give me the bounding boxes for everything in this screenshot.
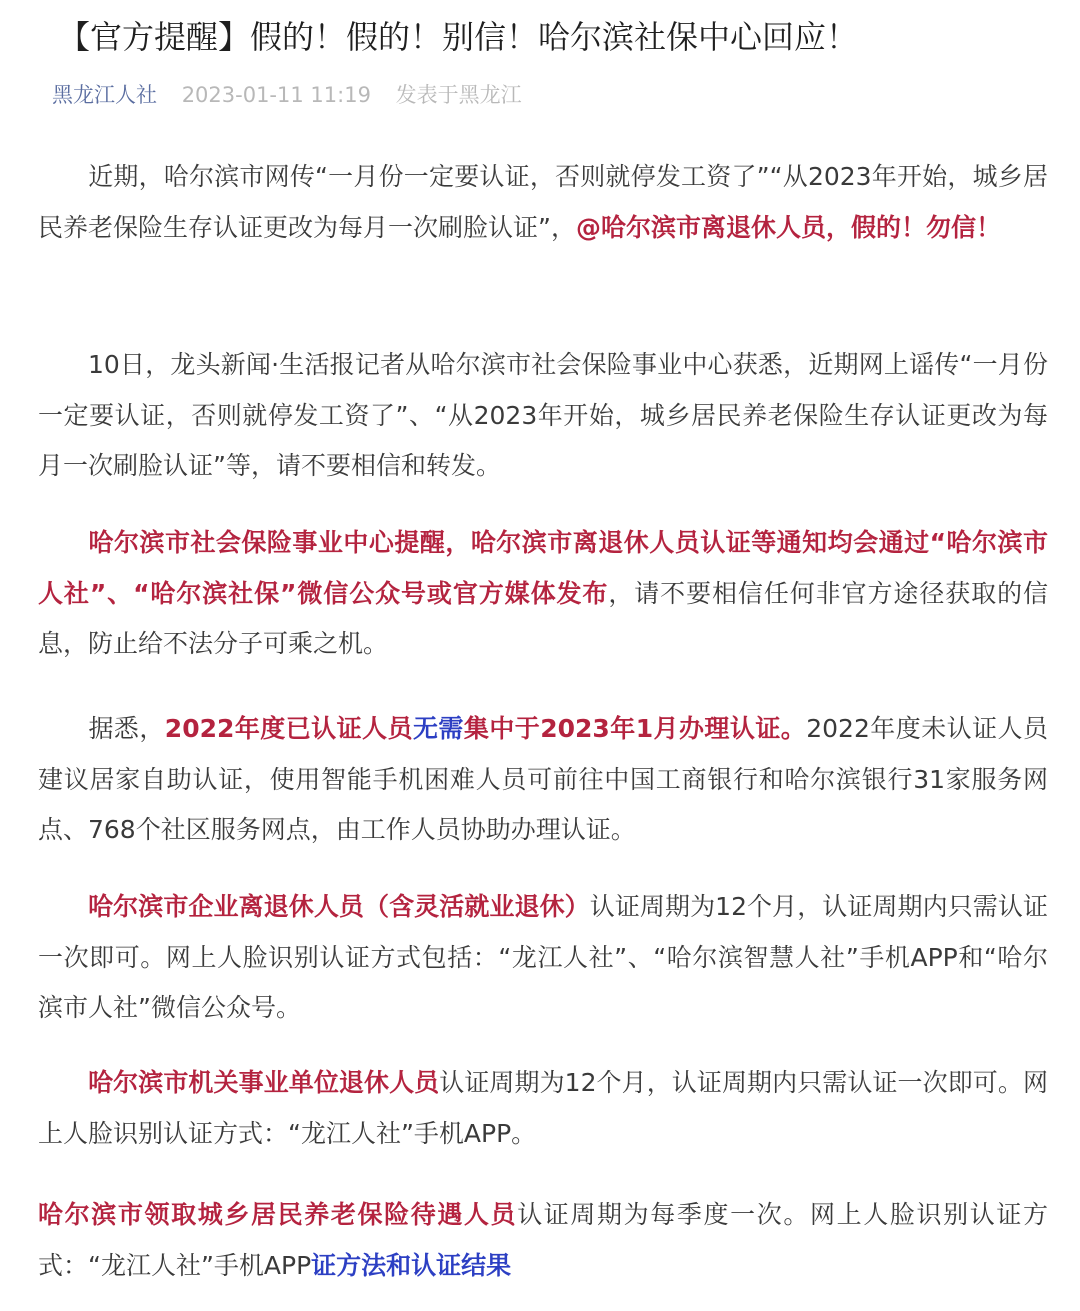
paragraph-7-highlight-blue: 证方法和认证结果 bbox=[311, 1250, 512, 1280]
paragraph-7 bbox=[38, 1190, 1048, 1291]
paragraph-2 bbox=[38, 340, 1048, 492]
paragraph-7-highlight: 哈尔滨市领取城乡居民养老保险待遇人员 bbox=[38, 1200, 518, 1229]
paragraph-4-highlight-b: 集中于2023年1月办理认证。 bbox=[463, 714, 807, 743]
paragraph-6-text: 认证周期为12个月，认证周期内只需认证一次即可。网上人脸识别认证方式：“龙江人社”手机APP。 bbox=[38, 1068, 1048, 1148]
paragraph-1-text: 近期，哈尔滨市网传“一月份一定要认证，否则就停发工资了”“从2023年开始，城乡居民养老保险生存认证更改为每月一次刷脸认证”， bbox=[38, 162, 1048, 242]
paragraph-5-text: 认证周期为12个月，认证周期内只需认证一次即可。网上人脸识别认证方式包括：“龙江人社”、“哈尔滨智慧人社”手机APP和“哈尔滨市人社”微信公众号。 bbox=[38, 892, 1048, 1022]
author-link[interactable]: 黑龙江人社 bbox=[52, 83, 157, 107]
publish-location: 发表于黑龙江 bbox=[395, 83, 522, 107]
article-meta bbox=[52, 78, 522, 112]
paragraph-6 bbox=[38, 1058, 1048, 1159]
paragraph-3 bbox=[38, 518, 1048, 670]
paragraph-4-highlight-blue: 无需 bbox=[412, 714, 464, 743]
paragraph-5-highlight: 哈尔滨市企业离退休人员（含灵活就业退休） bbox=[88, 892, 590, 921]
paragraph-1-highlight: @哈尔滨市离退休人员，假的！勿信！ bbox=[575, 212, 1001, 242]
paragraph-4-lead: 据悉， bbox=[88, 714, 165, 743]
publish-date: 2023-01-11 11:19 bbox=[181, 83, 371, 107]
paragraph-2-text: 10日，龙头新闻·生活报记者从哈尔滨市社会保险事业中心获悉，近期网上谣传“一月份一定要认证，否则就停发工资了”、“从2023年开始，城乡居民养老保险生存认证更改为每月一次刷脸认证”等，请不要相信和转发。 bbox=[38, 350, 1048, 480]
paragraph-4-text: 2022年度未认证人员建议居家自助认证，使用智能手机困难人员可前往中国工商银行和哈尔滨银行31家服务网点、768个社区服务网点，由工作人员协助办理认证。 bbox=[38, 714, 1048, 844]
paragraph-1 bbox=[38, 152, 1048, 253]
paragraph-3-text: ，请不要相信任何非官方途径获取的信息，防止给不法分子可乘之机。 bbox=[38, 578, 1048, 658]
article-title: 【官方提醒】假的！假的！别信！哈尔滨社保中心回应！ bbox=[58, 18, 859, 56]
paragraph-5 bbox=[38, 882, 1048, 1034]
paragraph-3-highlight: 哈尔滨市社会保险事业中心提醒，哈尔滨市离退休人员认证等通知均会通过“哈尔滨市人社”、“哈尔滨社保”微信公众号或官方媒体发布 bbox=[38, 528, 1048, 608]
paragraph-4 bbox=[38, 704, 1048, 856]
paragraph-6-highlight: 哈尔滨市机关事业单位退休人员 bbox=[88, 1068, 440, 1097]
paragraph-4-highlight-a: 2022年度已认证人员 bbox=[164, 714, 413, 743]
paragraph-7-text: 认证周期为每季度一次。网上人脸识别认证方式：“龙江人社”手机APP bbox=[38, 1200, 1048, 1280]
